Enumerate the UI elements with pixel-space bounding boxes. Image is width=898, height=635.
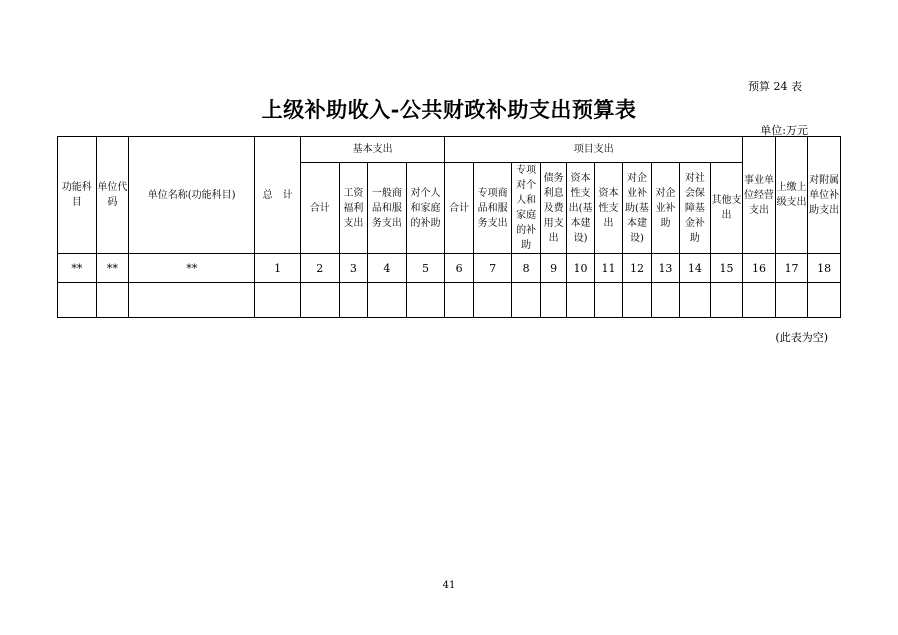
index-cell: ** <box>129 254 255 283</box>
header-row-top <box>58 137 841 163</box>
header-project-individual: 专项对个人和家庭的补助 <box>512 163 540 254</box>
empty-cell <box>512 283 540 318</box>
header-project-goods: 专项商品和服务支出 <box>473 163 512 254</box>
index-cell: 9 <box>540 254 566 283</box>
header-project-capital-construction: 资本性支出(基本建设) <box>567 163 594 254</box>
index-cell: 11 <box>594 254 622 283</box>
empty-cell <box>808 283 841 318</box>
empty-data-row <box>58 283 841 318</box>
index-cell: 15 <box>710 254 743 283</box>
header-business-unit-expense: 事业单位经营支出 <box>743 137 776 254</box>
header-basic-expenditure: 基本支出 <box>300 137 444 163</box>
empty-cell <box>473 283 512 318</box>
index-cell: 18 <box>808 254 841 283</box>
header-project-social-security: 对社会保障基金补助 <box>680 163 711 254</box>
index-cell: 4 <box>368 254 407 283</box>
header-project-enterprise: 对企业补助 <box>651 163 679 254</box>
index-cell: 17 <box>775 254 808 283</box>
header-project-total: 合计 <box>445 163 473 254</box>
header-basic-goods: 一般商品和服务支出 <box>368 163 407 254</box>
empty-cell <box>743 283 776 318</box>
empty-table-note: (此表为空) <box>775 331 828 344</box>
index-cell: ** <box>96 254 129 283</box>
index-cell: 10 <box>567 254 594 283</box>
index-cell: 13 <box>651 254 679 283</box>
header-func-subject: 功能科目 <box>58 137 97 254</box>
index-cell: 14 <box>680 254 711 283</box>
index-cell: 2 <box>300 254 339 283</box>
index-cell: 8 <box>512 254 540 283</box>
header-unit-code: 单位代码 <box>96 137 129 254</box>
empty-cell <box>680 283 711 318</box>
empty-cell <box>775 283 808 318</box>
page-number: 41 <box>442 580 456 591</box>
header-basic-wages: 工资福利支出 <box>339 163 367 254</box>
index-cell: 12 <box>623 254 651 283</box>
header-total: 总 计 <box>255 137 301 254</box>
header-affiliate-subsidy: 对附属单位补助支出 <box>808 137 841 254</box>
index-row <box>58 254 841 283</box>
header-basic-individual: 对个人和家庭的补助 <box>406 163 445 254</box>
header-unit-name: 单位名称(功能科目) <box>129 137 255 254</box>
index-cell: 1 <box>255 254 301 283</box>
empty-cell <box>368 283 407 318</box>
index-cell: 6 <box>445 254 473 283</box>
header-upper-payment: 上缴上级支出 <box>775 137 808 254</box>
index-cell: 16 <box>743 254 776 283</box>
budget-table <box>57 136 841 318</box>
index-cell: 7 <box>473 254 512 283</box>
empty-cell <box>339 283 367 318</box>
empty-cell <box>300 283 339 318</box>
empty-cell <box>96 283 129 318</box>
empty-cell <box>406 283 445 318</box>
index-cell: ** <box>58 254 97 283</box>
index-cell: 5 <box>406 254 445 283</box>
empty-cell <box>651 283 679 318</box>
empty-cell <box>594 283 622 318</box>
empty-cell <box>710 283 743 318</box>
empty-cell <box>445 283 473 318</box>
empty-cell <box>540 283 566 318</box>
budget-table-number: 预算 24 表 <box>748 80 802 93</box>
empty-cell <box>58 283 97 318</box>
header-project-debt-interest: 债务利息及费用支出 <box>540 163 566 254</box>
header-project-enterprise-construction: 对企业补助(基本建设) <box>623 163 651 254</box>
header-project-expenditure: 项目支出 <box>445 137 743 163</box>
header-project-capital: 资本性支出 <box>594 163 622 254</box>
header-project-other: 其他支出 <box>710 163 743 254</box>
empty-cell <box>129 283 255 318</box>
empty-cell <box>255 283 301 318</box>
header-basic-total: 合计 <box>300 163 339 254</box>
unit-label: 单位:万元 <box>760 124 808 137</box>
index-cell: 3 <box>339 254 367 283</box>
page-title: 上级补助收入-公共财政补助支出预算表 <box>261 97 637 122</box>
empty-cell <box>567 283 594 318</box>
empty-cell <box>623 283 651 318</box>
